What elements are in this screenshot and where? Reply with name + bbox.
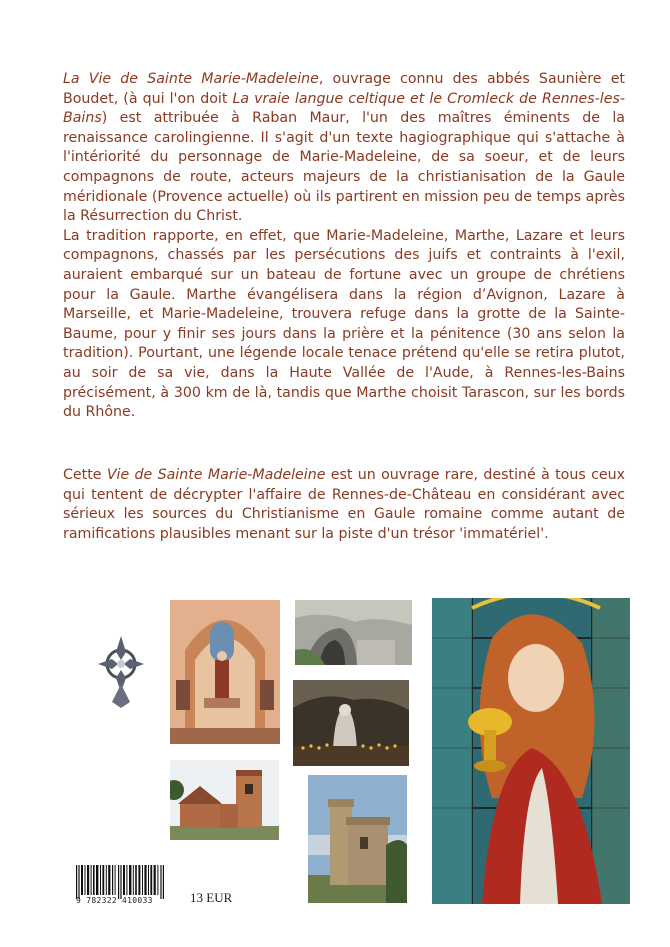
back-cover-blurb xyxy=(63,70,625,423)
isbn-barcode xyxy=(76,865,164,899)
price-label: 13 EUR xyxy=(190,890,233,905)
blurb-paragraph-1: La Vie de Sainte Marie-Madeleine, ouvrage connu des abbés Saunière et Boudet, (à qui l'on doit La vraie langue celtique et le Cromleck de Rennes-les-Bains) est attribuée à Raban Maur, l'un des maîtres éminents de la renaissance carolingienne. Il s'agit d'un texte hagiographique qui s'attache à l'intériorité du personnage de Marie-Madeleine, de sa soeur, et de leurs compagnons de route, acteurs majeurs de la christianisation de la Gaule méridionale (Provence actuelle) où ils partirent en mission peu de temps après la Résurrection du Christ. xyxy=(63,71,625,225)
book-title-inline: Vie de Sainte Marie-Madeleine xyxy=(106,467,326,483)
back-cover-blurb-conclusion xyxy=(63,466,625,544)
magdala-tower-photo xyxy=(308,775,407,903)
cited-title: La vraie langue celtique et le Cromleck de Rennes-les-Bains xyxy=(63,90,625,127)
romanesque-church-photo xyxy=(170,760,279,840)
church-interior-photo xyxy=(170,600,280,744)
book-title: La Vie de Sainte Marie-Madeleine xyxy=(63,71,319,87)
cross-emblem-icon xyxy=(96,634,146,710)
stained-glass-mary-magdalene-photo xyxy=(432,598,630,904)
blurb-paragraph-2: La tradition rapporte, en effet, que Marie-Madeleine, Marthe, Lazare et leurs compagnons, chassés par les persécutions des juifs et contraints à l'exil, auraient embarqué sur un bateau de fortune avec un groupe de chrétiens pour la Gaule. Marthe évangélisera dans la région d’Avignon, Lazare à Marseille, et Marie-Madeleine, trouvera refuge dans la grotte de la Sainte-Baume, pour y finir ses jours dans la prière et la pénitence (30 ans selon la tradition). Pourtant, une légende locale tenace prétend qu'elle se retira plutot, au soir de sa vie, dans la Haute Vallée de l'Aude, à Rennes-les-Bains précisément, à 300 km de là, tandis que Marthe choisit Tarascon, sur les bords du Rhône. xyxy=(63,227,625,421)
blurb-paragraph-3: Cette Vie de Sainte Marie-Madeleine est un ouvrage rare, destiné à tous ceux qui tentent de décrypter l'affaire de Rennes-de-Château en considérant avec sérieux les sources du Christianisme en Gaule romaine comme autant de ramifications plausibles menant sur la piste d'un trésor 'immatériel'. xyxy=(63,467,626,542)
grotto-candles-photo xyxy=(293,680,409,766)
grotto-entrance-photo xyxy=(295,600,412,665)
isbn-digits: 9 782322 410033 xyxy=(76,896,153,905)
